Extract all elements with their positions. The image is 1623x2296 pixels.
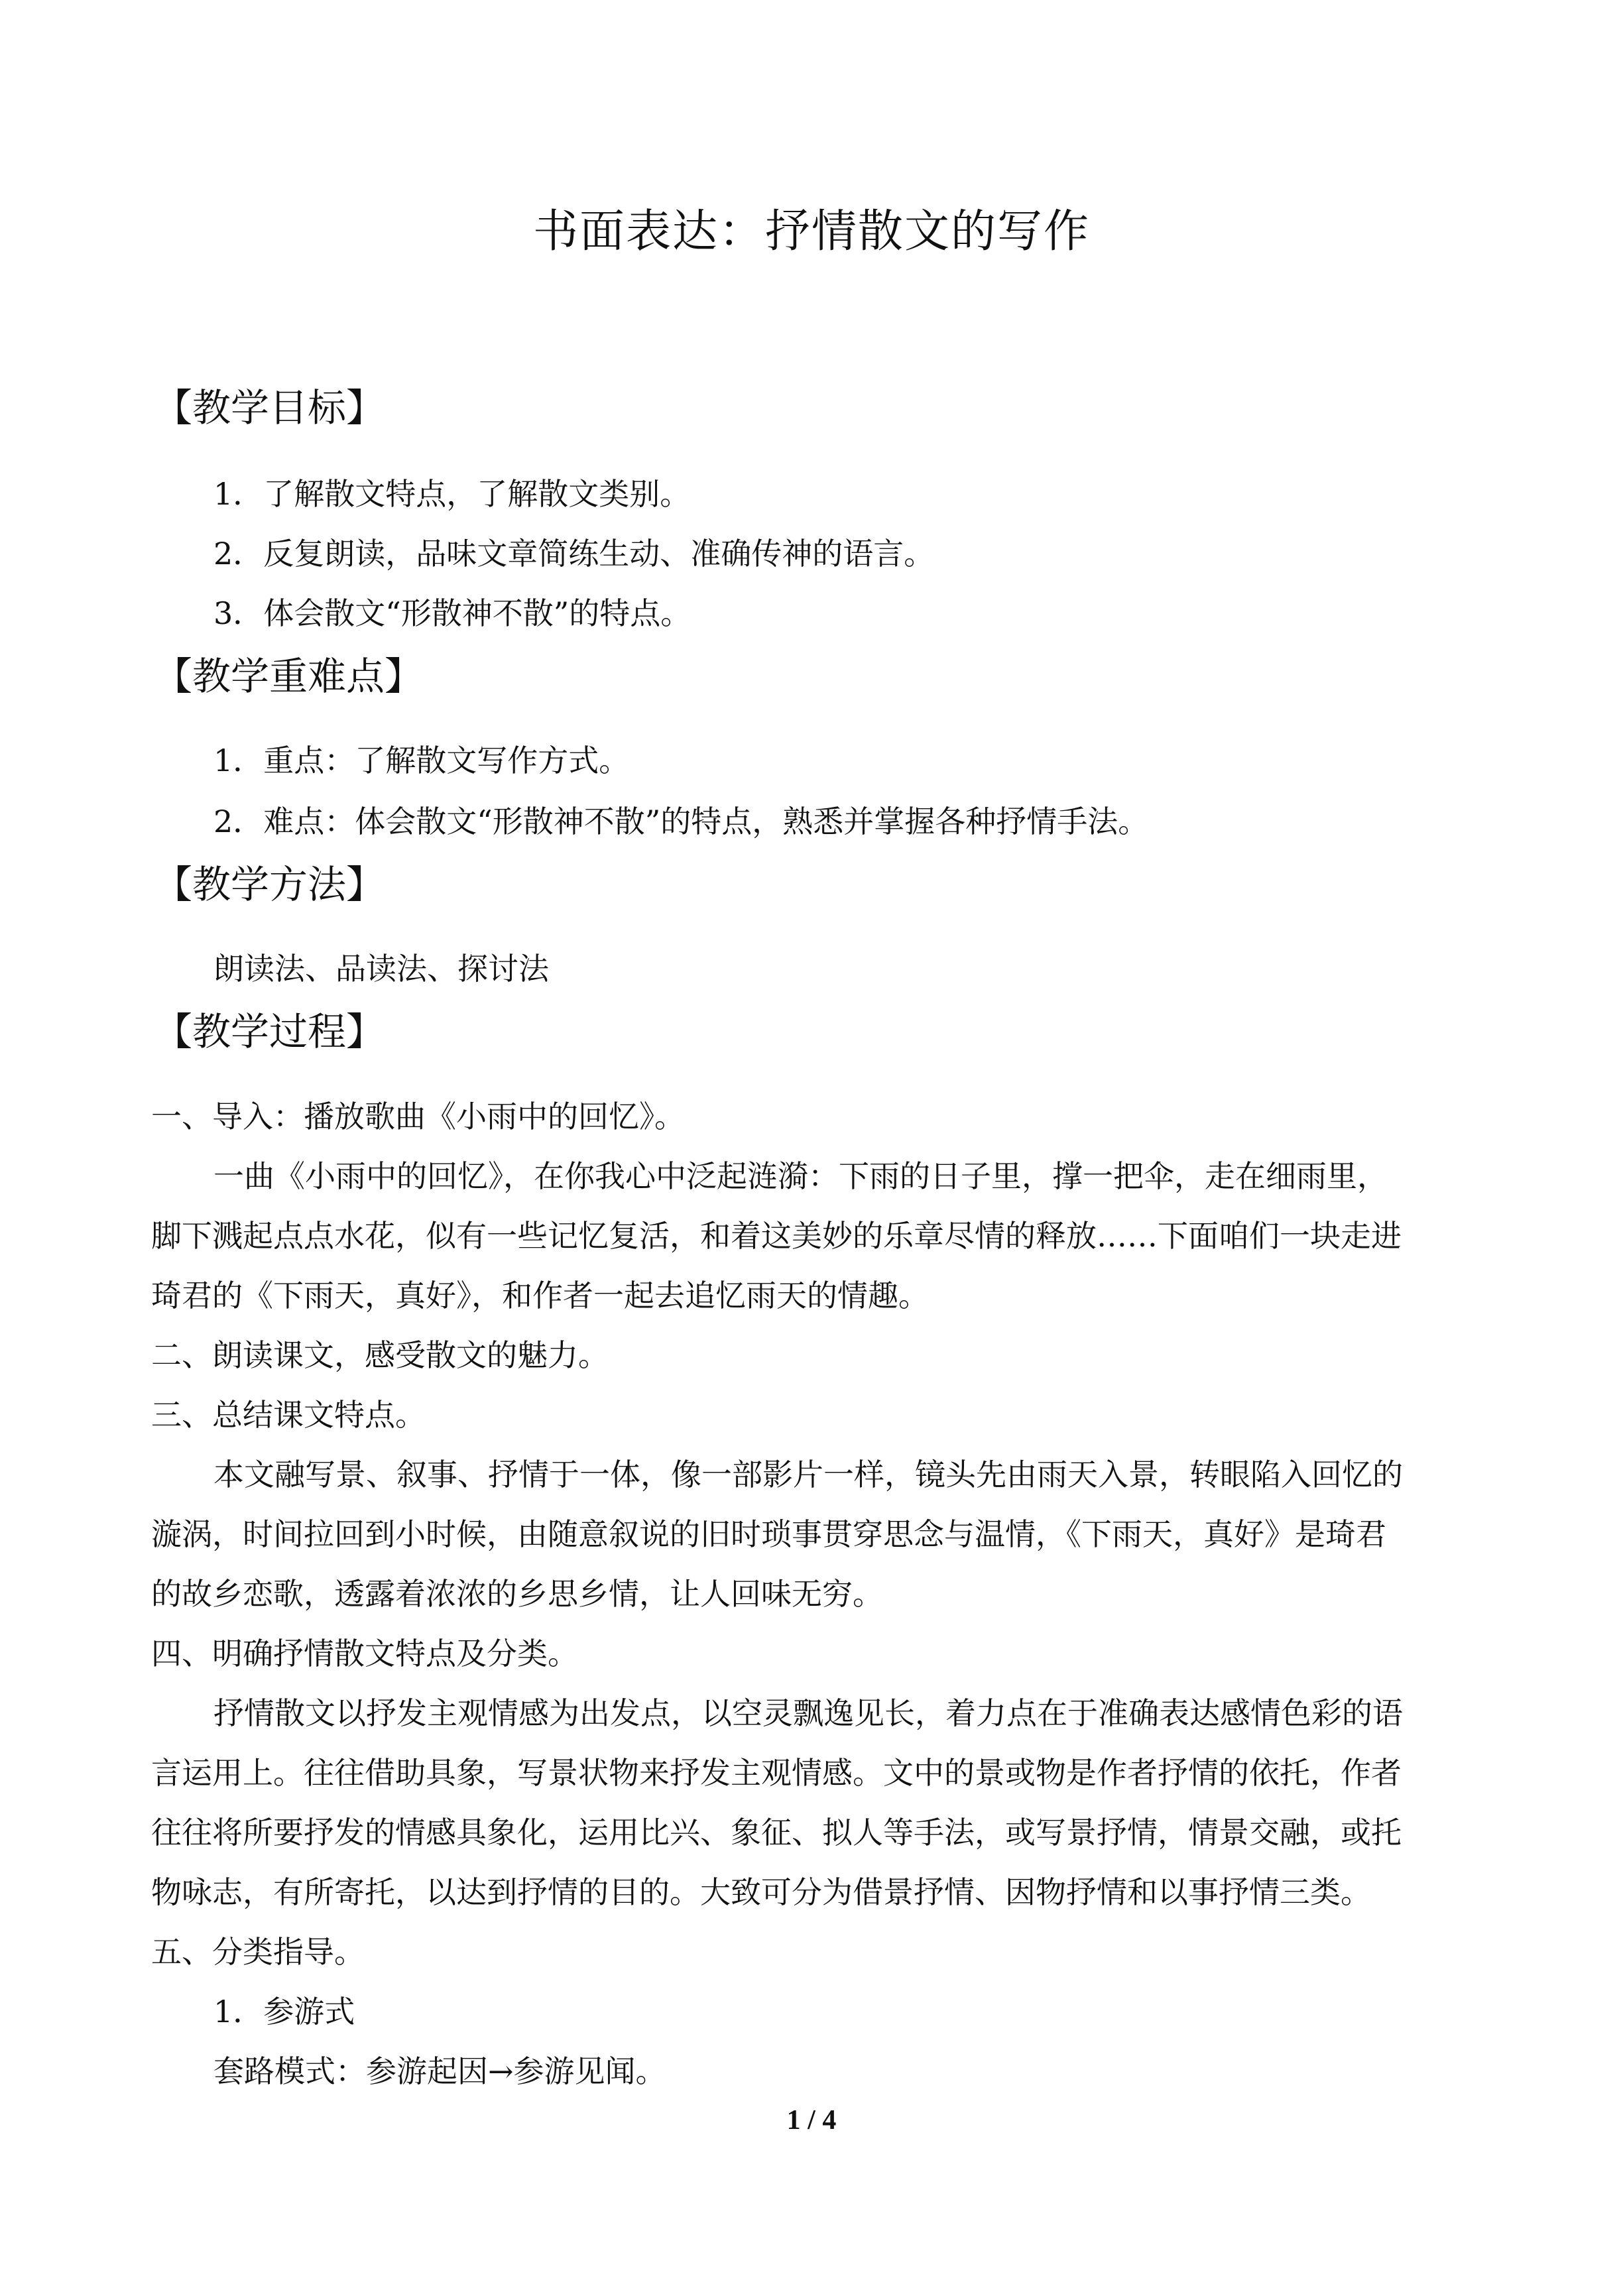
key-point-item-2: 2．难点：体会散文“形散神不散”的特点，熟悉并掌握各种抒情手法。 bbox=[213, 804, 1149, 839]
objective-item-3: 3．体会散文“形散神不散”的特点。 bbox=[213, 595, 691, 631]
paragraph-3-line-2: 言运用上。往往借助具象，写景状物来抒发主观情感。文中的景或物是作者抒情的依托，作者 bbox=[151, 1755, 1402, 1791]
subsection-1-title: 1．参游式 bbox=[213, 1994, 355, 2029]
paragraph-1-line-2: 脚下溅起点点水花，似有一些记忆复活，和着这美妙的乐章尽情的释放……下面咱们一块走进 bbox=[151, 1218, 1402, 1254]
section-heading-methods: 【教学方法】 bbox=[154, 862, 385, 907]
key-point-item-1: 1．重点：了解散文写作方式。 bbox=[213, 743, 630, 778]
section-heading-process: 【教学过程】 bbox=[154, 1009, 385, 1054]
process-step-2: 二、朗读课文，感受散文的魅力。 bbox=[151, 1337, 609, 1373]
process-step-3: 三、总结课文特点。 bbox=[151, 1397, 426, 1433]
process-step-5: 五、分类指导。 bbox=[151, 1934, 365, 1970]
objective-item-1: 1．了解散文特点，了解散文类别。 bbox=[213, 476, 691, 512]
process-step-4: 四、明确抒情散文特点及分类。 bbox=[151, 1636, 578, 1671]
section-heading-key-points: 【教学重难点】 bbox=[154, 654, 424, 699]
paragraph-2-line-3: 的故乡恋歌，透露着浓浓的乡思乡情，让人回味无穷。 bbox=[151, 1576, 883, 1612]
objective-item-2: 2．反复朗读，品味文章简练生动、准确传神的语言。 bbox=[213, 536, 935, 572]
paragraph-1-line-1: 一曲《小雨中的回忆》，在你我心中泛起涟漪：下雨的日子里，撑一把伞，走在细雨里， bbox=[213, 1158, 1388, 1194]
paragraph-1-line-3: 琦君的《下雨天，真好》，和作者一起去追忆雨天的情趣。 bbox=[151, 1278, 929, 1313]
section-heading-objectives: 【教学目标】 bbox=[154, 385, 385, 430]
paragraph-3-line-3: 往往将所要抒发的情感具象化，运用比兴、象征、拟人等手法，或写景抒情，情景交融，或托 bbox=[151, 1815, 1402, 1850]
paragraph-2-line-2: 漩涡，时间拉回到小时候，由随意叙说的旧时琐事贯穿思念与温情，《下雨天，真好》是琦君 bbox=[151, 1516, 1386, 1552]
methods-text: 朗读法、品读法、探讨法 bbox=[213, 951, 549, 987]
pattern-text: 套路模式：参游起因→参游见闻。 bbox=[213, 2053, 666, 2089]
page-title: 书面表达：抒情散文的写作 bbox=[532, 206, 1090, 258]
process-step-1: 一、导入：播放歌曲《小雨中的回忆》。 bbox=[151, 1099, 685, 1134]
paragraph-3-line-4: 物咏志，有所寄托，以达到抒情的目的。大致可分为借景抒情、因物抒情和以事抒情三类。 bbox=[151, 1874, 1371, 1910]
page-number: 1 / 4 bbox=[786, 2105, 837, 2136]
paragraph-3-line-1: 抒情散文以抒发主观情感为出发点，以空灵飘逸见长，着力点在于准确表达感情色彩的语 bbox=[213, 1695, 1403, 1731]
paragraph-2-line-1: 本文融写景、叙事、抒情于一体，像一部影片一样，镜头先由雨天入景，转眼陷入回忆的 bbox=[213, 1457, 1403, 1492]
